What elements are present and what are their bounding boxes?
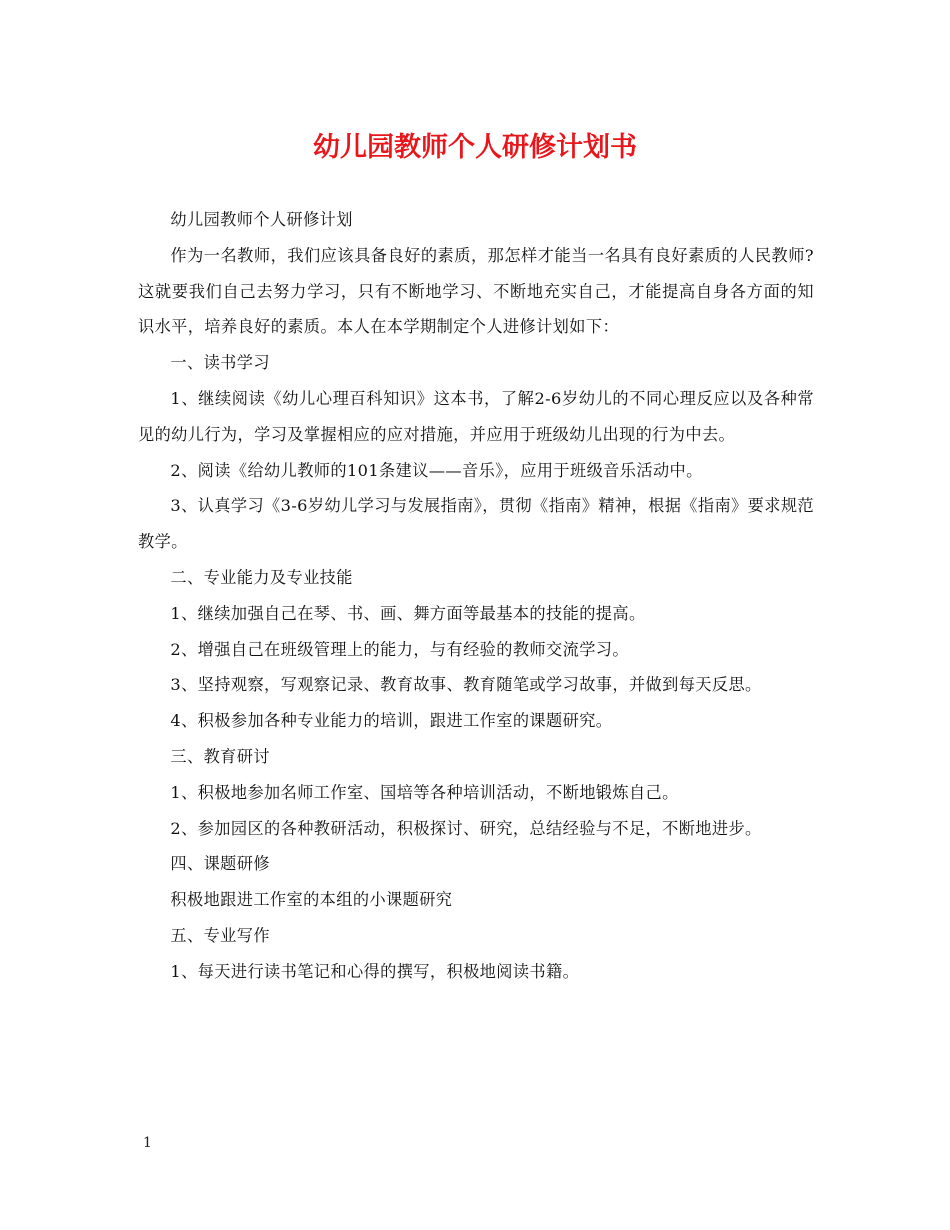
document-body bbox=[138, 202, 814, 990]
body-paragraph: 2、参加园区的各种教研活动，积极探讨、研究，总结经验与不足，不断地进步。 bbox=[170, 818, 762, 838]
body-paragraph: 1、每天进行读书笔记和心得的撰写，积极地阅读书籍。 bbox=[170, 961, 580, 981]
body-paragraph: 作为一名教师，我们应该具备良好的素质，那怎样才能当一名具有良好素质的人民教师?这就要我们自己去努力学习，只有不断地学习、不断地充实自己，才能提高自身各方面的知识水平，培养良好的素质。本人在本学期制定个人进修计划如下： bbox=[138, 245, 814, 337]
section-heading: 三、教育研讨 bbox=[170, 746, 270, 766]
page-number: 1 bbox=[143, 1135, 152, 1151]
body-paragraph: 3、认真学习《3-6岁幼儿学习与发展指南》，贯彻《指南》精神，根据《指南》要求规范教学。 bbox=[138, 496, 814, 552]
section-heading: 一、读书学习 bbox=[170, 353, 270, 373]
body-paragraph: 2、阅读《给幼儿教师的101条建议——音乐》，应用于班级音乐活动中。 bbox=[170, 460, 703, 480]
section-heading: 四、课题研修 bbox=[170, 854, 270, 874]
document-title: 幼儿园教师个人研修计划书 bbox=[313, 132, 637, 163]
body-paragraph: 1、积极地参加名师工作室、国培等各种培训活动，不断地锻炼自己。 bbox=[170, 782, 679, 802]
body-paragraph: 4、积极参加各种专业能力的培训，跟进工作室的课题研究。 bbox=[170, 711, 613, 731]
body-paragraph: 2、增强自己在班级管理上的能力，与有经验的教师交流学习。 bbox=[170, 639, 629, 659]
section-heading: 二、专业能力及专业技能 bbox=[170, 567, 353, 587]
body-paragraph: 幼儿园教师个人研修计划 bbox=[170, 210, 353, 229]
section-heading: 五、专业写作 bbox=[170, 925, 270, 945]
body-paragraph: 1、继续阅读《幼儿心理百科知识》这本书，了解2-6岁幼儿的不同心理反应以及各种常见的幼儿行为，学习及掌握相应的应对措施，并应用于班级幼儿出现的行为中去。 bbox=[138, 388, 814, 444]
body-paragraph: 积极地跟进工作室的本组的小课题研究 bbox=[170, 890, 453, 910]
body-paragraph: 1、继续加强自己在琴、书、画、舞方面等最基本的技能的提高。 bbox=[170, 603, 646, 623]
body-paragraph: 3、坚持观察，写观察记录、教育故事、教育随笔或学习故事，并做到每天反思。 bbox=[170, 675, 762, 695]
